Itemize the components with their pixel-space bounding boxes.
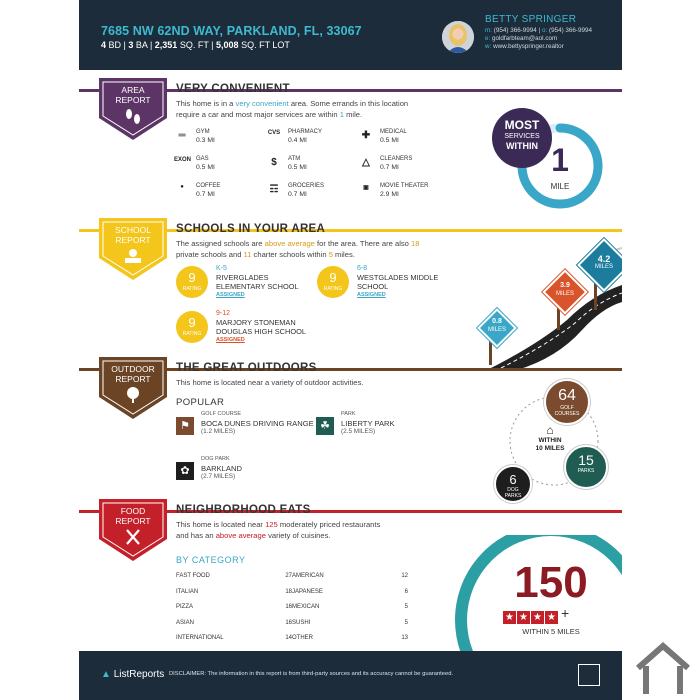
category-name: ITALIAN bbox=[176, 588, 199, 595]
category-count: 5 bbox=[404, 604, 408, 610]
category-name: OTHER bbox=[292, 635, 313, 641]
ring-value: 1 bbox=[551, 142, 569, 178]
amenity-item: MOVIE THEATER 2.9 MI bbox=[380, 183, 429, 198]
report-page bbox=[79, 0, 622, 700]
place-distance: (2.5 MILES) bbox=[341, 428, 376, 435]
dumbbell-icon: ═ bbox=[178, 130, 186, 141]
rating-plus: + bbox=[561, 605, 570, 621]
place-type: DOG PARK bbox=[201, 456, 230, 462]
category-count: 5 bbox=[404, 619, 408, 626]
place-name[interactable]: BARKLAND bbox=[201, 464, 242, 473]
restaurant-rating bbox=[503, 607, 603, 621]
school-road-illustration bbox=[477, 240, 622, 370]
restaurant-total: 150 bbox=[514, 558, 588, 607]
outdoor-report-badge: OUTDOOR REPORT bbox=[99, 357, 167, 417]
category-count: 27 bbox=[285, 573, 292, 579]
hanger-icon: △ bbox=[362, 157, 370, 168]
golf-icon: ⚑ bbox=[176, 417, 194, 435]
category-name: PIZZA bbox=[176, 604, 194, 610]
ring-label-1: MOST bbox=[504, 118, 540, 132]
area-title: VERY CONVENIENT bbox=[176, 83, 290, 95]
place-type: PARK bbox=[341, 411, 356, 417]
cvs-logo-icon: CVS bbox=[267, 130, 281, 136]
school-grades: 9-12 bbox=[216, 310, 231, 317]
property-facts: 4 BD | 3 BA | 2,351 SQ. FT | 5,008 SQ. FT LOT bbox=[101, 40, 290, 50]
rating-badge: 9 RATING bbox=[176, 266, 208, 298]
services-ring bbox=[484, 108, 609, 213]
rating-badge: 9 RATING bbox=[176, 311, 208, 343]
school-report-badge: SCHOOL REPORT bbox=[99, 218, 167, 278]
listreports-logo[interactable]: ▲ ListReports bbox=[101, 669, 165, 680]
report-header bbox=[79, 0, 622, 70]
amenity-item: GROCERIES 0.7 MI bbox=[288, 183, 325, 198]
amenity-item: CLEANERS 0.7 MI bbox=[380, 156, 413, 171]
restaurant-total-circle bbox=[451, 535, 622, 651]
exxon-logo-icon: EXON bbox=[174, 157, 192, 163]
amenity-item: COFFEE 0.7 MI bbox=[196, 183, 221, 198]
medical-cross-icon: ✚ bbox=[361, 130, 371, 141]
category-count: 13 bbox=[401, 635, 408, 641]
stat-bubble: 64 GOLF COURSES bbox=[544, 379, 590, 425]
basket-icon: ☶ bbox=[269, 184, 279, 195]
food-title: NEIGHBORHOOD EATS bbox=[176, 504, 311, 516]
category-name: JAPANESE bbox=[292, 588, 323, 595]
agent-website[interactable]: w: www.bettyspringer.realtor bbox=[485, 43, 564, 50]
footprints-icon bbox=[123, 108, 143, 126]
amenity-item: ATM 0.5 MI bbox=[288, 156, 307, 171]
place-distance: (2.7 MILES) bbox=[201, 473, 236, 480]
area-description: This home is in a very convenient area. Some errands in this location require a car and most major services are within 1 mile. bbox=[176, 99, 409, 119]
amenity-item: PHARMACY 0.4 MI bbox=[288, 129, 323, 144]
stat-bubble: 6 DOG PARKS bbox=[494, 465, 532, 503]
distance-sign-label: 4.2 MILES bbox=[594, 254, 613, 270]
agent-name: BETTY SPRINGER bbox=[485, 14, 577, 25]
popular-label: POPULAR bbox=[176, 397, 225, 408]
star-icon: ★ bbox=[545, 611, 558, 624]
agent-avatar bbox=[442, 21, 474, 53]
school-status: ASSIGNED bbox=[216, 292, 245, 298]
distance-sign-label: 0.8 MILES bbox=[487, 318, 506, 333]
property-address: 7685 NW 62ND WAY, PARKLAND, FL, 33067 bbox=[101, 24, 362, 38]
star-icon: ★ bbox=[531, 611, 544, 624]
ring-unit: MILE bbox=[550, 182, 570, 191]
paw-icon: ✿ bbox=[176, 462, 194, 480]
category-count: 16 bbox=[285, 619, 292, 626]
category-name: FAST FOOD bbox=[176, 573, 210, 579]
outdoors-title: THE GREAT OUTDOORS bbox=[176, 362, 317, 374]
dollar-icon: $ bbox=[271, 157, 277, 168]
utensils-icon bbox=[124, 528, 142, 546]
category-count: 16 bbox=[285, 604, 292, 610]
theater-logo-icon: ▣ bbox=[363, 185, 369, 191]
agent-email[interactable]: e: goldfarbteam@aol.com bbox=[485, 35, 558, 42]
apple-books-icon bbox=[123, 248, 143, 264]
star-icon: ★ bbox=[517, 611, 530, 624]
outdoor-stats bbox=[494, 375, 622, 503]
house-outline-icon bbox=[633, 641, 693, 696]
category-count: 6 bbox=[404, 588, 408, 595]
restaurant-total-label: WITHIN 5 MILES bbox=[522, 627, 580, 636]
place-type: GOLF COURSE bbox=[201, 411, 242, 417]
school-grades: 6-8 bbox=[357, 265, 368, 272]
stat-bubble: 15 PARKS bbox=[564, 445, 608, 489]
food-report-badge: FOOD REPORT bbox=[99, 499, 167, 559]
ring-label-3: WITHIN bbox=[506, 141, 538, 151]
equal-housing-icon bbox=[578, 664, 600, 686]
disclaimer: DISCLAIMER: The information in this report is from third-party sources and its accuracy cannot be guaranteed. bbox=[169, 671, 454, 677]
within-label: WITHIN 10 MILES bbox=[535, 437, 565, 452]
school-status: ASSIGNED bbox=[357, 292, 386, 298]
category-name: ASIAN bbox=[176, 619, 195, 626]
amenity-item: GYM 0.3 MI bbox=[196, 129, 215, 144]
place-name[interactable]: LIBERTY PARK bbox=[341, 419, 395, 428]
schools-title: SCHOOLS IN YOUR AREA bbox=[176, 223, 326, 235]
category-name: MEXICAN bbox=[292, 604, 320, 610]
food-description: This home is located near 125 moderately priced restaurants and has an above average variety of cuisines. bbox=[176, 520, 381, 540]
star-icon: ★ bbox=[503, 611, 516, 624]
schools-description: The assigned schools are above average for the area. There are also 18 private schools and 11 charter schools within 5 miles. bbox=[176, 239, 420, 259]
starbucks-logo-icon: ● bbox=[180, 184, 184, 190]
agent-phones: m: (954) 366-9994 | o: (954) 366-9994 bbox=[485, 27, 593, 34]
category-heading: BY CATEGORY bbox=[176, 555, 246, 565]
amenity-item: MEDICAL 0.5 MI bbox=[380, 129, 407, 144]
category-count: 12 bbox=[401, 573, 408, 579]
category-name: INTERNATIONAL bbox=[176, 635, 224, 641]
place-distance: (1.2 MILES) bbox=[201, 428, 236, 435]
park-icon: ☘ bbox=[316, 417, 334, 435]
category-name: AMERICAN bbox=[292, 573, 324, 579]
area-report-badge: AREA REPORT bbox=[99, 78, 167, 138]
category-count: 18 bbox=[285, 588, 292, 595]
rating-badge: 9 RATING bbox=[317, 266, 349, 298]
home-icon: ⌂ bbox=[546, 423, 554, 437]
category-name: SUSHI bbox=[292, 619, 311, 626]
place-name[interactable]: BOCA DUNES DRIVING RANGE bbox=[201, 419, 314, 428]
tree-icon bbox=[125, 387, 141, 403]
category-count: 14 bbox=[285, 635, 292, 641]
school-name[interactable]: WESTGLADES MIDDLE SCHOOL bbox=[357, 273, 439, 291]
school-grades: K-5 bbox=[216, 265, 227, 272]
school-status: ASSIGNED bbox=[216, 337, 245, 343]
distance-sign-label: 3.9 MILES bbox=[555, 282, 574, 297]
school-name[interactable]: RIVERGLADES ELEMENTARY SCHOOL bbox=[216, 273, 299, 291]
outdoors-description: This home is located near a variety of outdoor activities. bbox=[176, 378, 364, 387]
school-name[interactable]: MARJORY STONEMAN DOUGLAS HIGH SCHOOL bbox=[216, 318, 306, 336]
report-footer bbox=[79, 651, 622, 700]
amenity-item: GAS 0.5 MI bbox=[196, 156, 215, 171]
ring-label-2: SERVICES bbox=[504, 133, 540, 140]
